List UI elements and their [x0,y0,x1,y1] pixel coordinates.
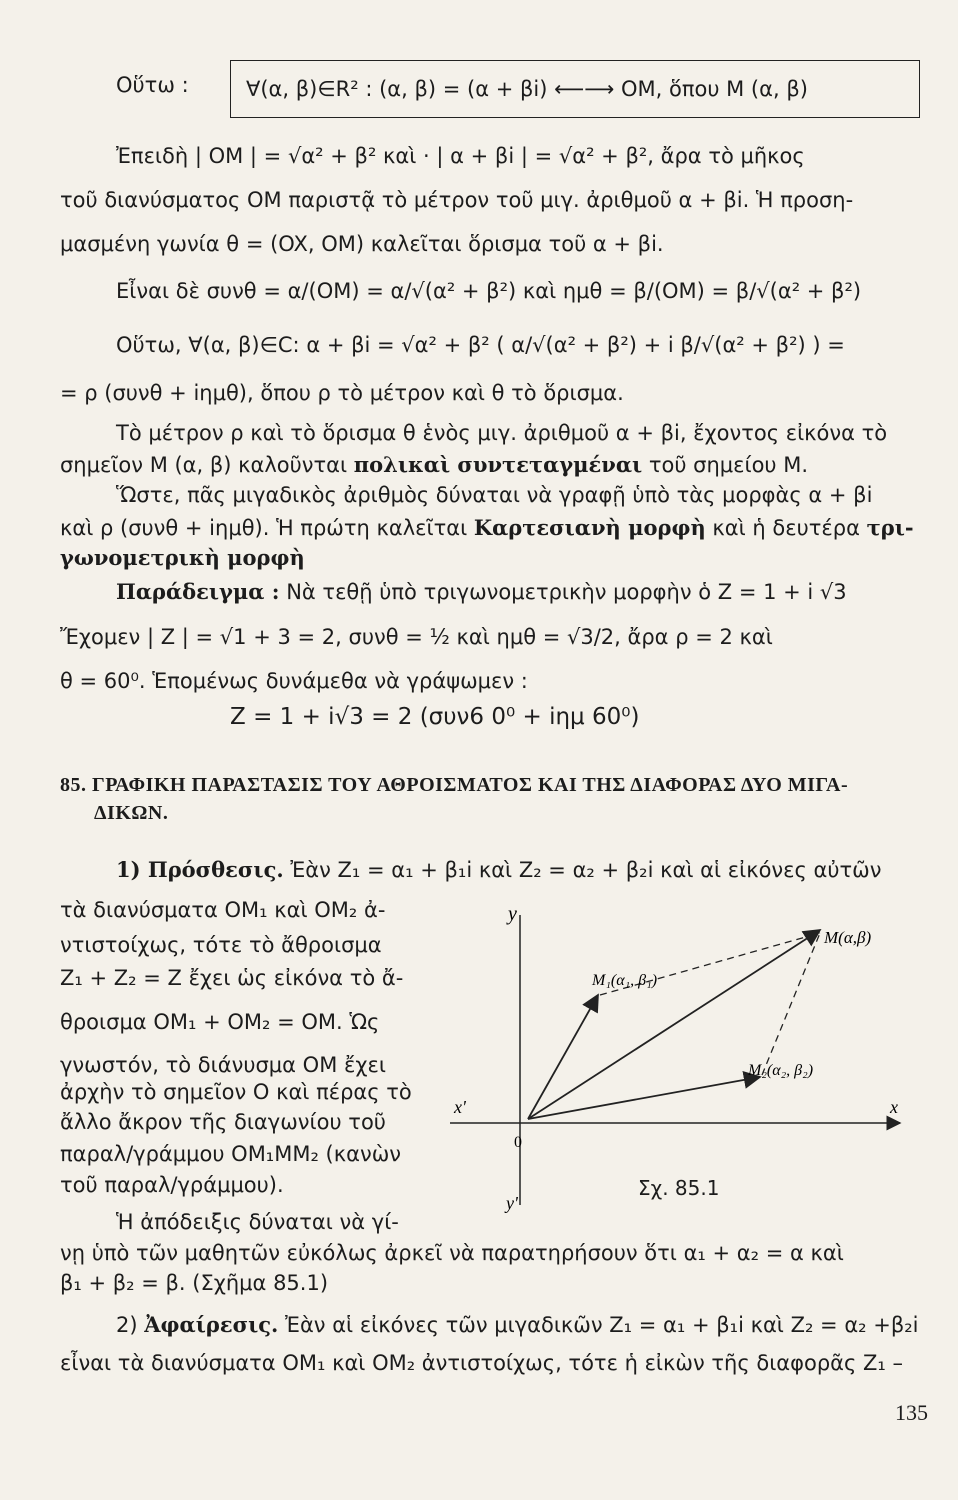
boxed-formula: ∀(α, β)∈R² : (α, β) = (α + βi) ⟵⟶ OM, ὅπου M (α, β) [246,77,808,101]
text-line: ἄλλο ἄκρον τῆς διαγωνίου τοῦ [60,1110,386,1134]
text-line: β₁ + β₂ = β. (Σχῆμα 85.1) [60,1271,329,1295]
text-line: τὰ διανύσματα OM₁ καὶ OM₂ ἀ- [60,898,386,922]
section-heading: 85. ΓΡΑΦΙΚΗ ΠΑΡΑΣΤΑΣΙΣ ΤΟΥ ΑΘΡΟΙΣΜΑΤΟΣ ΚΑΙ ΤΗΣ ΔΙΑΦΟΡΑΣ ΔΥΟ ΜΙΓΑ- [60,774,849,796]
formula-line: Οὕτω, ∀(α, β)∈C: α + βi = √α² + β² ( α/√(α² + β²) + i β/√(α² + β²) ) = [116,333,845,357]
text-line: τοῦ παραλ/γράμμου). [60,1173,284,1197]
subheading: Ἀφαίρεσις. [144,1312,279,1337]
text-segment: καὶ ρ (συνθ + iημθ). Ἡ πρώτη καλεῖται [60,516,468,540]
label-m2: M₂(α₂, β₂) [748,1062,814,1079]
text-line: εἶναι τὰ διανύσματα OM₁ καὶ OM₂ ἀντιστοίχως, τότε ἡ εἰκὼν τῆς διαφορᾶς Z₁ – [60,1351,904,1375]
text-line: θροισμα OM₁ + OM₂ = OM. Ὡς [60,1010,380,1034]
text-segment: Νὰ τεθῇ ὑπὸ τριγωνομετρικὴν μορφὴν ὁ Z = 1 + i √3 [286,580,847,604]
label-m: M(α,β) [824,928,872,947]
text-line [116,855,881,885]
vector-addition-figure [440,895,920,1215]
section-heading-cont: ΔΙΚΩΝ. [94,802,169,824]
text-line: Z₁ + Z₂ = Z ἔχει ὡς εἰκόνα τὸ ἄ- [60,966,404,990]
text-line: Ἡ ἀπόδειξις δύναται νὰ γί- [116,1210,399,1234]
text-line: Ὥστε, πᾶς μιγαδικὸς ἀριθμὸς δύναται νὰ γραφῇ ὑπὸ τὰς μορφὰς α + βi [116,483,873,507]
bold-term: τρι- [866,515,914,540]
text-line [60,450,808,480]
text-line [116,1310,919,1340]
text-line: τοῦ διανύσματος OM παριστᾷ τὸ μέτρον τοῦ μιγ. ἀριθμοῦ α + βi. Ἡ προση- [60,188,854,212]
text-line: Οὕτω : [116,73,189,97]
text-segment: Ἐὰν αἱ εἰκόνες τῶν μιγαδικῶν Z₁ = α₁ + β₁i καὶ Z₂ = α₂ +β₂i [285,1313,919,1337]
text-line: = ρ (συνθ + iημθ), ὅπου ρ τὸ μέτρον καὶ θ τὸ ὅρισμα. [60,381,624,405]
example-line [116,577,847,607]
figure-caption: Σχ. 85.1 [638,1176,720,1200]
text-segment: καὶ ἡ δευτέρα [712,516,860,540]
formula-line: Εἶναι δὲ συνθ = α/(OM) = α/√(α² + β²) καὶ ημθ = β/(OM) = β/√(α² + β²) [116,279,862,303]
vector-om [528,930,820,1119]
text-line: ντιστοίχως, τότε τὸ ἄθροισμα [60,933,382,957]
formula-line: Z = 1 + i√3 = 2 (συν6 0⁰ + iημ 60⁰) [230,704,640,730]
text-line: γνωστόν, τὸ διάνυσμα OM ἔχει [60,1053,386,1077]
text-segment: τοῦ σημείου M. [648,453,809,477]
text-line: ἀρχὴν τὸ σημεῖον O καὶ πέρας τὸ [60,1080,412,1104]
text-line: θ = 60⁰. Ἑπομένως δυνάμεθα νὰ γράψωμεν : [60,669,528,693]
dashed-m2-m [762,933,820,1075]
example-label: Παράδειγμα : [116,579,280,604]
label-origin: 0 [514,1134,522,1151]
label-y-neg: y' [506,1193,518,1213]
vector-om2 [528,1077,760,1119]
formula-line: Ἔχομεν | Z | = √1 + 3 = 2, συνθ = ½ καὶ ημθ = √3/2, ἄρα ρ = 2 καὶ [60,625,773,649]
label-m1: M₁(α₁, β₁) [592,972,658,989]
bold-term: γωνομετρικὴ μορφὴ [60,545,305,570]
text-line: μασμένη γωνία θ = (OX, OM) καλεῖται ὅρισμα τοῦ α + βi. [60,232,664,256]
bold-term: πολικαὶ συντεταγμέναι [353,452,643,477]
page-number: 135 [895,1400,928,1425]
vector-om1 [528,995,598,1119]
label-x-neg: x' [454,1097,466,1117]
text-line [60,513,914,543]
text-line: παραλ/γράμμου OM₁MM₂ (κανὼν [60,1142,402,1166]
text-line: Τὸ μέτρον ρ καὶ τὸ ὅρισμα θ ἑνὸς μιγ. ἀριθμοῦ α + βi, ἔχοντος εἰκόνα τὸ [116,421,888,445]
subheading: 1) Πρόσθεσις. [116,857,284,882]
text-segment: σημεῖον M (α, β) καλοῦνται [60,453,348,477]
text-segment: Ἐὰν Z₁ = α₁ + β₁i καὶ Z₂ = α₂ + β₂i καὶ αἱ εἰκόνες αὐτῶν [290,858,882,882]
text-line: Ἐπειδὴ | OM | = √α² + β² καὶ · | α + βi | = √α² + β², ἄρα τὸ μῆκος [116,144,805,168]
text-segment: 2) [116,1313,138,1337]
label-x: x [890,1097,898,1117]
text-line: νῃ ὑπὸ τῶν μαθητῶν εὐκόλως ἀρκεῖ νὰ παρατηρήσουν ὅτι α₁ + α₂ = α καὶ [60,1241,844,1265]
label-y: y [508,903,517,925]
bold-term: Καρτεσιανὴ μορφὴ [473,515,706,540]
